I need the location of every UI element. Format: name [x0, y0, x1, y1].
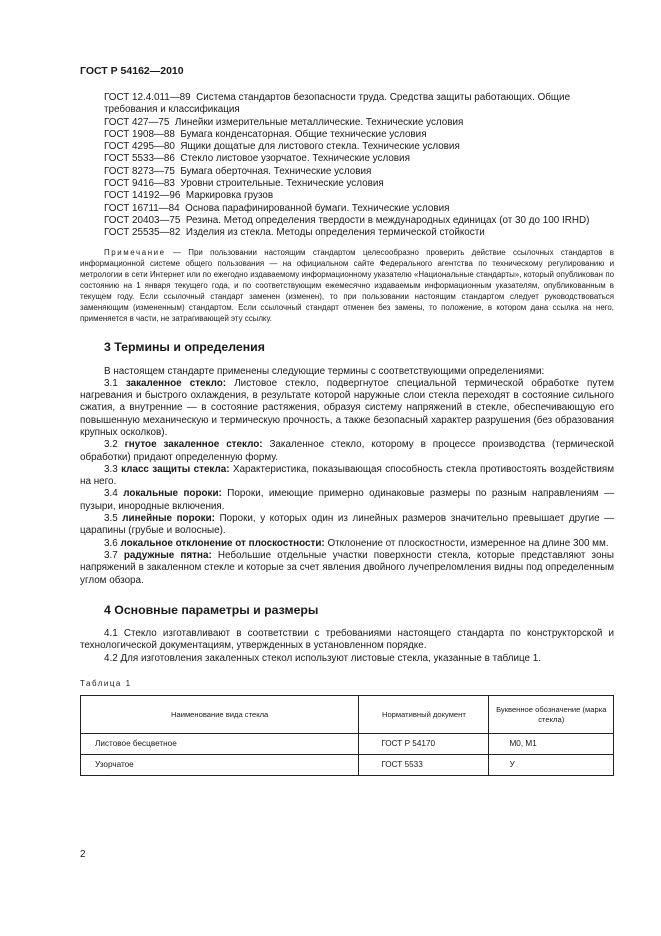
reference-code: ГОСТ 14192—96 [104, 190, 181, 202]
term-name: закаленное стекло: [125, 377, 227, 389]
table-cell: Листовое бесцветное [81, 734, 359, 755]
reference-code: ГОСТ 9416—83 [104, 178, 175, 190]
reference-code: ГОСТ 20403—75 [104, 214, 181, 226]
reference-title: Изделия из стекла. Методы определения термической стойкости [185, 227, 485, 239]
table-cell: Узорчатое [81, 755, 359, 776]
reference-code: ГОСТ 427—75 [104, 116, 170, 128]
reference-item [80, 215, 614, 227]
term-definition [80, 378, 614, 439]
term-definition [80, 488, 614, 513]
reference-title: Маркировка грузов [185, 190, 274, 202]
normative-references-list [80, 92, 614, 240]
term-name: локальные пороки: [123, 488, 222, 500]
references-note [80, 247, 614, 325]
reference-code: ГОСТ 5533—86 [104, 153, 175, 165]
note-text: — При пользовании настоящим стандартом целесообразно проверить действие ссылочных стандартов в информационной системе общего пользования — на официальном сайте Федерального агентства по техническому регулированию и метрологии в сети Интернет или по ежегодно издаваемому информационному указателю «Национальные стандарты», который опубликован по состоянию на 1 января текущего года, и по соответствующим ежемесячно издаваемым информационным указателям, опубликованным в текущем году. Если ссылочный стандарт заменен (изменен), то при пользовании настоящим стандартом следует руководствоваться заменяющим (измененным) стандартом. Если ссылочный стандарт отменен без замены, то положение, в котором дана ссылка на него, применяется в части, не затрагивающей эту ссылку. [80, 247, 614, 324]
term-definition [80, 513, 614, 538]
section-4-paragraph-2: 4.2 Для изготовления закаленных стекол используют листовые стекла, указанные в таблице 1. [104, 652, 542, 664]
table-caption: Таблица 1 [80, 679, 132, 689]
term-definition [80, 550, 614, 587]
reference-title: Бумага оберточная. Технические условия [180, 165, 372, 177]
term-number: 3.6 [104, 537, 118, 549]
reference-title: Бумага конденсаторная. Общие технические условия [180, 128, 427, 140]
table-row [81, 734, 614, 755]
reference-code: ГОСТ 8273—75 [104, 165, 175, 177]
reference-title: Резина. Метод определения твердости в международных единицах (от 30 до 100 IRHD) [185, 214, 590, 226]
term-number: 3.4 [104, 488, 118, 500]
table-header-cell: Буквенное обозначение (марка стекла) [489, 696, 614, 734]
term-number: 3.7 [104, 549, 118, 561]
term-text: Пороки, у которых один из линейных размеров значительно превышает другие — царапины (грубые и волосные). [80, 513, 614, 537]
reference-title: Система стандартов безопасности труда. Средства защиты работающих. Общие требования и классификация [104, 92, 571, 116]
reference-item [80, 190, 614, 202]
term-definition [80, 439, 614, 464]
term-text: Отклонение от плоскостности, измеренное на длине 300 мм. [327, 537, 609, 549]
term-definition [80, 464, 614, 489]
section-4-paragraph-1: 4.1 Стекло изготавливают в соответствии с требованиями настоящего стандарта по конструкторской и технологической документациям, утвержденных в установленном порядке. [80, 628, 614, 652]
term-name: гнутое закаленное стекло: [124, 439, 263, 451]
table-cell: ГОСТ 5533 [359, 755, 489, 776]
reference-item [80, 227, 614, 239]
term-name: радужные пятна: [123, 549, 212, 561]
table-cell: ГОСТ Р 54170 [359, 734, 489, 755]
term-text: Листовое стекло, подвергнутое специальной термической обработке путем нагревания и быстрого охлаждения, в результате которой наружные слои стекла переходят в состояние сильного сжатия, а внутренние — в состояние растяжения, образуя систему напряжений в стекле, обеспечивающую его повышенную механическую и термическую прочность, а также безопасный характер разрушения (без образования крупных осколков). [80, 377, 615, 438]
term-text: Пороки, имеющие примерно одинаковые размеры по разным направлениям — пузыри, инородные включения. [80, 488, 615, 512]
section-4-heading: 4 Основные параметры и размеры [104, 602, 319, 617]
reference-item [80, 129, 614, 141]
reference-code: ГОСТ 4295—80 [104, 141, 175, 153]
table-header-row [81, 696, 614, 734]
reference-item [80, 178, 614, 190]
reference-item [80, 166, 614, 178]
term-text: Характеристика, показывающая способность стекла противостоять воздействиям на него. [80, 463, 614, 488]
table-cell: М0, М1 [489, 734, 614, 755]
term-definition [80, 538, 614, 550]
glass-types-table [80, 695, 614, 776]
document-body [80, 92, 614, 776]
reference-code: ГОСТ 12.4.011—89 [104, 92, 191, 103]
reference-item [80, 117, 614, 129]
section-3-heading: 3 Термины и определения [104, 340, 265, 355]
reference-code: ГОСТ 16711—84 [104, 202, 180, 214]
reference-item [80, 92, 614, 117]
term-number: 3.5 [104, 513, 118, 525]
term-text: Небольшие отдельные участки поверхности стекла, которые представляют зоны напряжений в закаленном стекле и которые за счет явления двойного лучепреломления видны под определенным углом обзора. [80, 549, 614, 586]
term-number: 3.3 [104, 463, 118, 475]
reference-title: Уровни строительные. Технические условия [180, 178, 384, 190]
term-text: Закаленное стекло, которому в процессе производства (термической обработки) придают определенную форму. [80, 439, 615, 463]
reference-title: Стекло листовое узорчатое. Технические условия [180, 153, 410, 165]
term-number: 3.1 [104, 377, 118, 389]
page-number: 2 [80, 849, 86, 860]
table-header-cell: Нормативный документ [359, 696, 489, 734]
document-id-header: ГОСТ Р 54162—2010 [80, 65, 184, 77]
reference-item [80, 141, 614, 153]
term-name: класс защиты стекла: [121, 463, 230, 475]
table-header-cell: Наименование вида стекла [81, 696, 359, 734]
reference-title: Ящики дощатые для листового стекла. Технические условия [180, 141, 460, 153]
term-number: 3.2 [104, 439, 118, 451]
note-label: Примечание [104, 247, 166, 257]
reference-title: Основа парафинированной бумаги. Технические условия [185, 202, 450, 214]
reference-code: ГОСТ 1908—88 [104, 128, 175, 140]
term-name: линейные пороки: [122, 513, 215, 525]
reference-code: ГОСТ 25535—82 [104, 227, 181, 239]
term-name: локальное отклонение от плоскостности: [120, 537, 325, 549]
table-cell: У [489, 755, 614, 776]
section-3-intro: В настоящем стандарте применены следующие термины с соответствующими определениями: [104, 365, 545, 377]
reference-item [80, 153, 614, 165]
reference-item [80, 203, 614, 215]
table-row [81, 755, 614, 776]
reference-title: Линейки измерительные металлические. Технические условия [174, 116, 464, 128]
